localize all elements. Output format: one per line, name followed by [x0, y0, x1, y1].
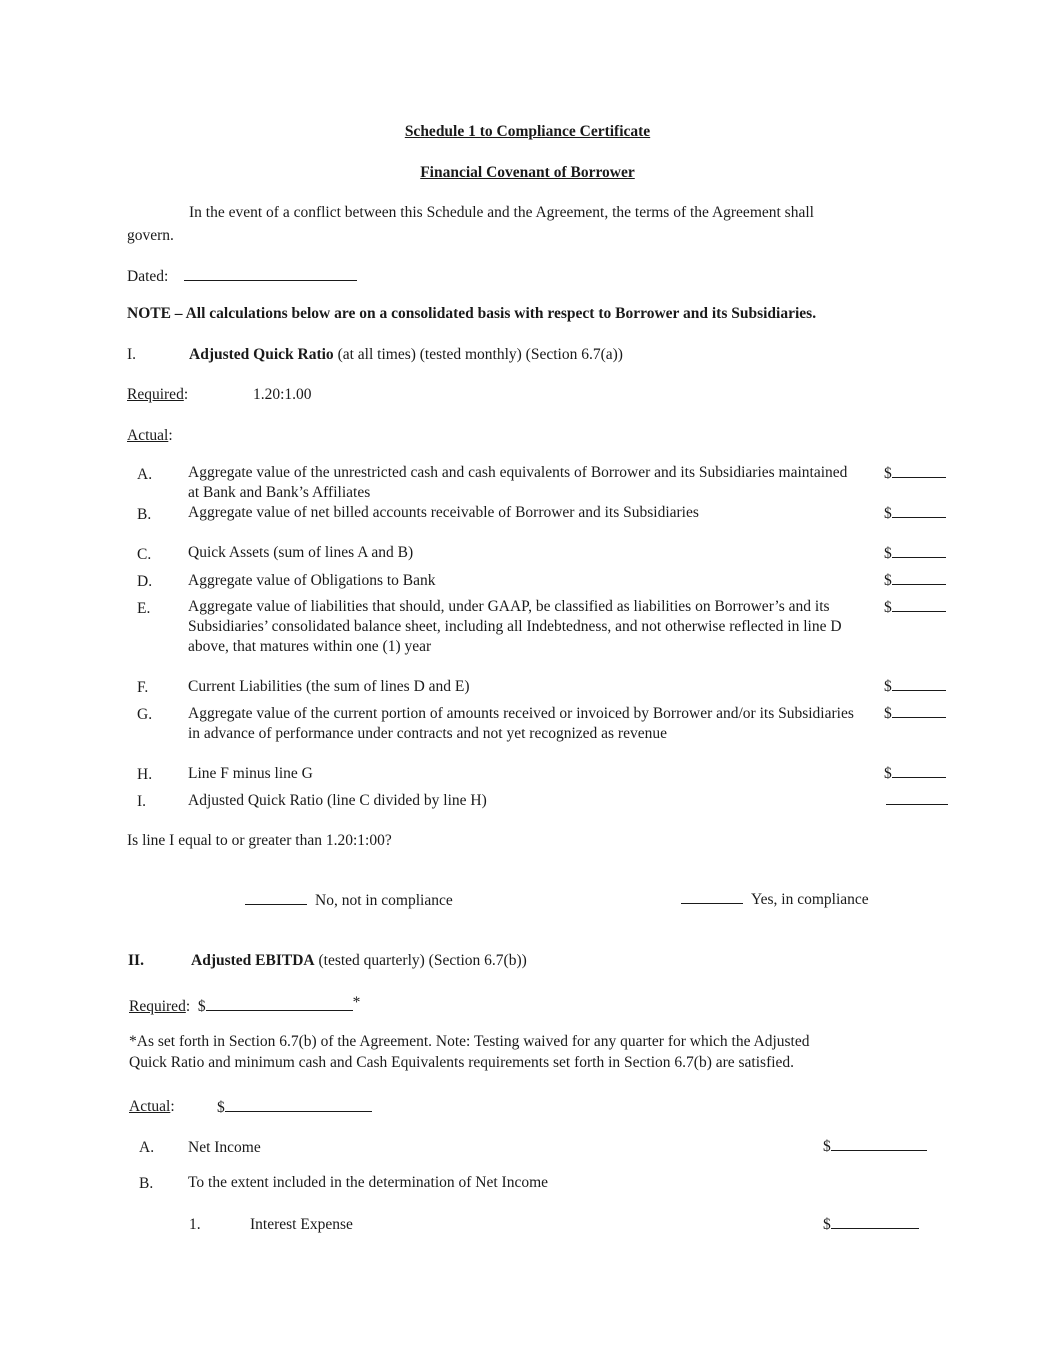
currency-symbol: $ [884, 765, 892, 782]
subitem-text: Interest Expense [250, 1216, 353, 1233]
item-text: Current Liabilities (the sum of lines D and E) [188, 678, 470, 695]
amount-blank[interactable] [892, 763, 946, 778]
item-letter: E. [137, 600, 151, 617]
currency-symbol: $ [823, 1216, 831, 1233]
page-title: Schedule 1 to Compliance Certificate [404, 123, 651, 140]
item-text: Quick Assets (sum of lines A and B) [188, 544, 414, 561]
amount-blank[interactable] [892, 676, 946, 691]
section2-required-row: Required: $ * [129, 994, 361, 1015]
amount-field[interactable] [884, 570, 948, 591]
item-letter: A. [139, 1139, 155, 1156]
currency-symbol: $ [217, 1099, 225, 1116]
item-text: Aggregate value of net billed accounts receivable of Borrower and its Subsidiaries [188, 504, 699, 521]
no-compliance-blank[interactable] [245, 890, 307, 905]
section1-heading: Adjusted Quick Ratio [189, 346, 334, 363]
section1-heading-rest: (at all times) (tested monthly) (Section 6.7(a)) [337, 346, 623, 363]
amount-blank[interactable] [892, 543, 946, 558]
currency-symbol: $ [884, 705, 892, 722]
actual-amount-field[interactable] [217, 1097, 372, 1118]
item-letter: D. [137, 573, 153, 590]
currency-symbol: $ [197, 998, 206, 1015]
amount-field[interactable] [884, 763, 948, 784]
amount-blank[interactable] [831, 1214, 919, 1229]
footnote-line-1: *As set forth in Section 6.7(b) of the Agreement. Note: Testing waived for any quarter for which the Adjusted [129, 1033, 810, 1050]
yes-compliance-option[interactable] [681, 889, 869, 910]
item-letter: A. [137, 466, 153, 483]
item-text: Line F minus line G [188, 765, 313, 782]
dated-row [127, 266, 357, 287]
yes-compliance-blank[interactable] [681, 889, 743, 904]
page-subtitle: Financial Covenant of Borrower [420, 164, 635, 181]
section2-actual-label: Actual [129, 1098, 171, 1115]
section1-actual-row: Actual: [127, 427, 173, 444]
item-letter: H. [137, 766, 153, 783]
ratio-field[interactable] [886, 790, 948, 811]
amount-blank[interactable] [892, 503, 946, 518]
asterisk: * [352, 994, 361, 1011]
section2-number: II. [128, 952, 144, 969]
item-letter: C. [137, 546, 152, 563]
item-letter: B. [139, 1175, 154, 1192]
amount-field[interactable] [884, 676, 948, 697]
currency-symbol: $ [884, 505, 892, 522]
amount-field[interactable] [823, 1136, 927, 1157]
no-compliance-option[interactable] [245, 890, 453, 911]
section1-heading-row [189, 345, 623, 365]
amount-blank[interactable] [892, 463, 946, 478]
section1-required-label: Required [127, 386, 184, 403]
note: NOTE – All calculations below are on a consolidated basis with respect to Borrower and its Subsidiaries. [127, 305, 817, 322]
intro-line-1: In the event of a conflict between this Schedule and the Agreement, the terms of the Agreement shall [189, 204, 814, 221]
item-letter: F. [137, 679, 149, 696]
dated-label: Dated: [127, 268, 169, 285]
item-text: Net Income [188, 1139, 261, 1156]
footnote-line-2: Quick Ratio and minimum cash and Cash Equivalents requirements set forth in Section 6.7(b) are satisfied. [129, 1054, 795, 1071]
section1-required-row: Required: [127, 386, 189, 403]
currency-symbol: $ [884, 599, 892, 616]
section2-heading: Adjusted EBITDA [191, 952, 315, 969]
amount-field[interactable] [884, 597, 948, 618]
compliance-question: Is line I equal to or greater than 1.20:1:00? [127, 832, 392, 849]
item-text: Aggregate value of the current portion of amounts received or invoiced by Borrower and/or its Subsidiaries in advance of performance under contracts and not yet recognized as revenue [188, 705, 854, 742]
section2-heading-rest: (tested quarterly) (Section 6.7(b)) [318, 952, 527, 969]
dated-field[interactable] [184, 266, 357, 281]
section2-required-label: Required [129, 998, 186, 1015]
item-text: Adjusted Quick Ratio (line C divided by line H) [188, 792, 487, 809]
section1-number: I. [127, 346, 137, 363]
section2-heading-row [191, 951, 527, 971]
amount-field[interactable] [884, 503, 948, 524]
amount-field[interactable] [823, 1214, 919, 1235]
actual-amount-blank[interactable] [225, 1097, 372, 1112]
item-text: Aggregate value of liabilities that should, under GAAP, be classified as liabilities on Borrower’s and its Subsidiaries’ consolidated balance sheet, including all Indebtedness, and not otherwise reflected in line D above, that matures within one (1) year [188, 598, 842, 655]
required-amount-field[interactable] [206, 996, 353, 1011]
currency-symbol: $ [823, 1138, 831, 1155]
section1-actual-label: Actual [127, 427, 169, 444]
no-compliance-label: No, not in compliance [315, 892, 453, 909]
item-text: To the extent included in the determination of Net Income [188, 1174, 549, 1191]
amount-blank[interactable] [892, 703, 946, 718]
amount-field[interactable] [884, 463, 948, 484]
item-text: Aggregate value of Obligations to Bank [188, 572, 436, 589]
amount-field[interactable] [884, 703, 948, 724]
currency-symbol: $ [884, 678, 892, 695]
amount-blank[interactable] [892, 597, 946, 612]
item-letter: I. [137, 793, 147, 810]
yes-compliance-label: Yes, in compliance [751, 891, 869, 908]
item-letter: B. [137, 506, 152, 523]
currency-symbol: $ [884, 545, 892, 562]
intro-line-2: govern. [127, 227, 174, 244]
currency-symbol: $ [884, 572, 892, 589]
ratio-blank[interactable] [886, 790, 948, 805]
item-text: Aggregate value of the unrestricted cash and cash equivalents of Borrower and its Subsidiaries maintained at Bank and Bank’s Affiliates [188, 464, 848, 501]
amount-blank[interactable] [892, 570, 946, 585]
currency-symbol: $ [884, 465, 892, 482]
amount-field[interactable] [884, 543, 948, 564]
subitem-number: 1. [189, 1216, 201, 1233]
section1-required-value: 1.20:1.00 [253, 386, 312, 403]
amount-blank[interactable] [831, 1136, 927, 1151]
item-letter: G. [137, 706, 153, 723]
section2-actual-row: Actual: [129, 1098, 175, 1115]
